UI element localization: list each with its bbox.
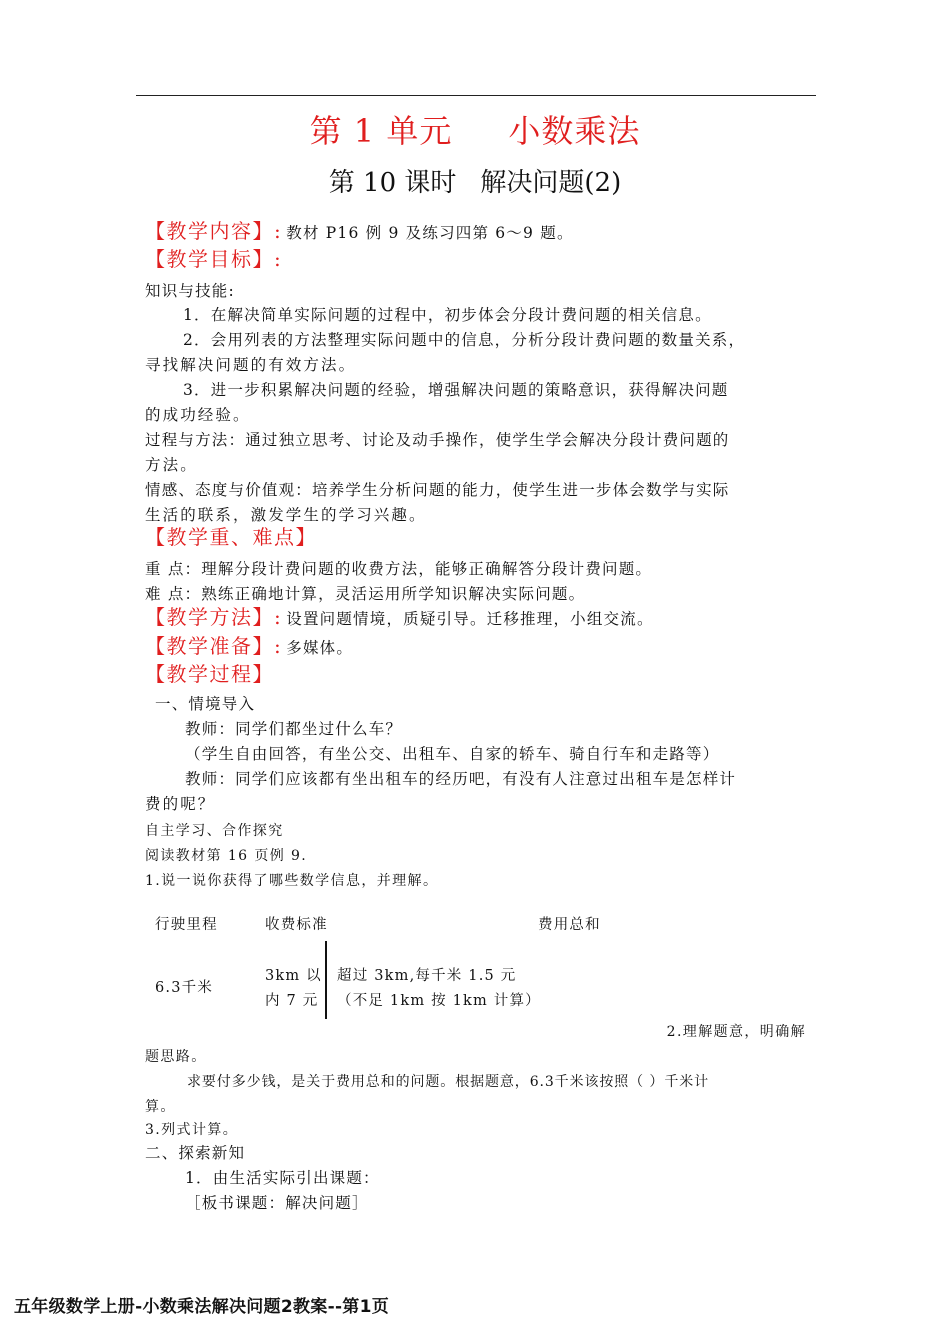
section-one: 一、情境导入 [155,695,256,713]
teacher-line-2-cont: 费的呢？ [145,795,216,813]
step-one: 1.说一说你获得了哪些数学信息，并理解。 [145,873,439,889]
step-two-cont: 题思路。 [145,1049,207,1065]
process-heading: 【教学过程】 [145,662,274,686]
key-point: 重 点：理解分段计费问题的收费方法，能够正确解答分段计费问题。 [145,560,653,578]
header-rule [136,95,816,96]
table-divider [325,941,327,1019]
content-text: 教材 P16 例 9 及练习四第 6～9 题。 [286,224,574,242]
teacher-line-1: 教师：同学们都坐过什么车？ [185,720,403,738]
difficult-point: 难 点：熟练正确地计算，灵活运用所学知识解决实际问题。 [145,585,586,603]
prep-line [145,634,353,660]
emotion-goal-cont: 生活的联系，激发学生的学习兴趣。 [145,506,427,524]
lesson-topic: 解决问题(2) [480,168,622,198]
emotion-goal: 情感、态度与价值观：培养学生分析问题的能力，使学生进一步体会数学与实际 [145,481,730,499]
step-two: 2.理解题意，明确解 [666,1024,806,1040]
goal-item-3-cont: 的成功经验。 [145,406,251,424]
prep-text: 多媒体。 [286,639,354,657]
goal-item-1: 1．在解决简单实际问题的过程中，初步体会分段计费问题的相关信息。 [183,306,712,324]
goals-line [145,247,282,273]
goals-heading: 【教学目标】: [145,247,283,271]
teacher-line-2: 教师：同学们应该都有坐出租车的经历吧，有没有人注意过出租车是怎样计 [185,770,737,788]
analysis-line-cont: 算。 [145,1099,176,1115]
student-answer: （学生自由回答，有坐公交、出租车、自家的轿车、骑自行车和走路等） [185,745,720,763]
process-line [145,662,274,688]
method-text: 设置问题情境，质疑引导。迁移推理，小组交流。 [286,610,654,628]
table-cell-base-2: 内 7 元 [265,993,319,1009]
table-cell-base-1: 3km 以 [265,968,322,984]
lesson-title [0,162,950,199]
method-heading: 【教学方法】: [145,605,283,629]
lesson-number: 第 10 课时 [328,168,457,198]
page-footer: 五年级数学上册-小数乘法解决问题2教案--第1页 [14,1297,390,1317]
keypoints-heading: 【教学重、难点】 [145,525,317,549]
prep-heading: 【教学准备】: [145,634,283,658]
read-textbook: 阅读教材第 16 页例 9. [145,848,308,864]
table-header-distance: 行驶里程 [155,917,218,933]
new-topic-1: 1．由生活实际引出课题： [185,1169,380,1187]
table-header-total: 费用总和 [538,917,601,933]
section-two: 二、探索新知 [145,1144,246,1162]
self-study: 自主学习、合作探究 [145,823,284,839]
process-goal: 过程与方法：通过独立思考、讨论及动手操作，使学生学会解决分段计费问题的 [145,431,730,449]
board-title: ［板书课题：解决问题］ [185,1194,369,1212]
table-cell-distance: 6.3千米 [155,980,214,996]
unit-number: 第 1 单元 [309,112,453,150]
unit-topic: 小数乘法 [508,112,641,150]
keypoints-line [145,525,317,551]
table-header-rate: 收费标准 [265,917,328,933]
process-goal-cont: 方法。 [145,456,198,474]
goal-item-2-cont: 寻找解决问题的有效方法。 [145,356,357,374]
goal-item-2: 2．会用列表的方法整理实际问题中的信息，分析分段计费问题的数量关系， [183,331,746,349]
method-line [145,605,654,631]
table-cell-extra-1: 超过 3km,每千米 1.5 元 [337,968,517,984]
unit-title [0,106,950,152]
skills-label: 知识与技能: [145,282,235,300]
goal-item-3: 3．进一步积累解决问题的经验，增强解决问题的策略意识，获得解决问题 [183,381,729,399]
table-cell-extra-2: （不足 1km 按 1km 计算） [337,993,541,1009]
step-three: 3.列式计算。 [145,1122,239,1138]
content-heading: 【教学内容】: [145,219,283,243]
analysis-line: 求要付多少钱，是关于费用总和的问题。根据题意，6.3千米该按照（ ）千米计 [187,1074,710,1090]
content-line [145,219,574,245]
